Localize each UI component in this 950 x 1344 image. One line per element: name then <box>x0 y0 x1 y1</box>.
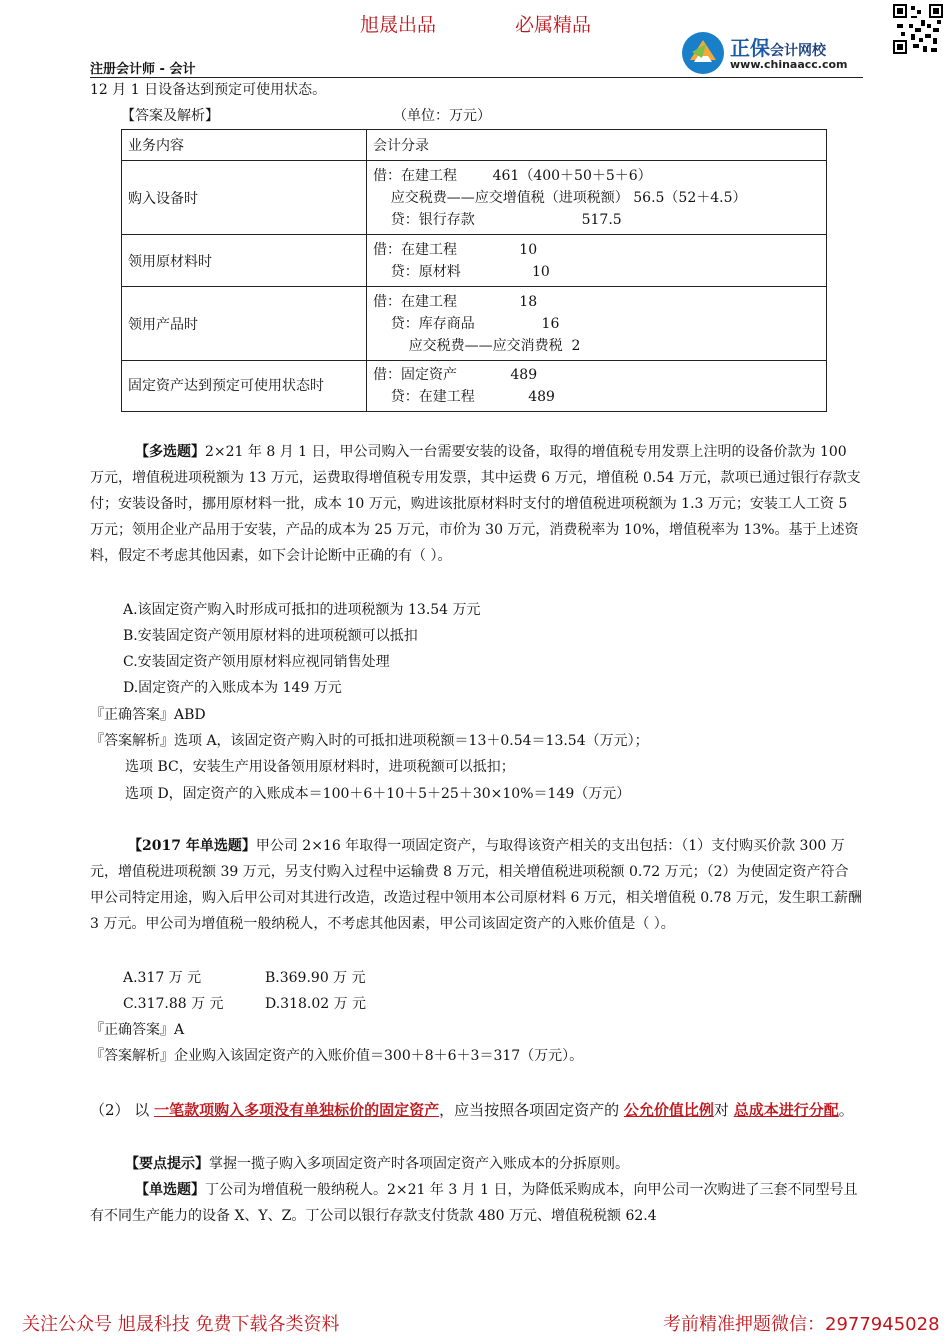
table-cell-entry <box>367 361 827 412</box>
section-2-text <box>90 1097 862 1123</box>
table-header-cell: 业务内容 <box>122 130 367 161</box>
entry-line: 借：在建工程 18 <box>373 293 538 310</box>
q1-text: 2×21 年 8 月 1 日，甲公司购入一台需要安装的设备，取得的增值税专用发票上注明的设备价款为 100 万元，增值税进项税额为 13 万元，运费取得增值税专用发票，其中运费 6 万元，增值税 0.54 万元，款项已通过银行存款支付；安装设备时，挪用原材料一批，成本 10 万元，购进该批原材料时支付的增值税进项税额为 1.3 万元；安装工人工资 5 万元；领用企业产品用于安装，产品的成本为 25 万元，市价为 30 万元，消费税率为 10%，增值税率为 13%。基于上述资料，假定不考虑其他因素，如下会计论断中正确的有（ ）。 <box>90 444 861 564</box>
q2-stem <box>90 833 862 937</box>
entry-line: 贷：库存商品 16 <box>373 315 560 332</box>
entry-line: 借：在建工程 10 <box>373 241 538 258</box>
highlight-term: 公允价值比例 <box>623 1101 714 1119</box>
q2-tag: 【2017 年单选题】 <box>128 838 256 854</box>
entry-line: 应交税费——应交增值税（进项税额） 56.5（52＋4.5） <box>373 189 747 206</box>
intro-line: 12 月 1 日设备达到预定可使用状态。 <box>90 82 327 98</box>
qr-code-icon <box>893 4 943 54</box>
tip-line <box>125 1155 629 1173</box>
table-row <box>122 161 827 235</box>
table-cell-entry <box>367 287 827 361</box>
table-cell-item: 固定资产达到预定可使用状态时 <box>122 361 367 412</box>
entry-line: 贷：在建工程 489 <box>373 389 555 405</box>
q2-option-a: A.317 万 元 <box>123 970 202 986</box>
q2-option-d: D.318.02 万 元 <box>265 996 367 1012</box>
table-header-cell: 会计分录 <box>367 130 827 161</box>
brand-logo-block[interactable] <box>680 30 870 78</box>
q1-option-d: D.固定资产的入账成本为 149 万元 <box>123 680 342 696</box>
q1-stem <box>90 439 862 569</box>
journal-entry-table <box>121 129 827 412</box>
answer-label: 【答案及解析】 <box>121 108 219 124</box>
section-2-end: 。 <box>838 1101 854 1119</box>
q1-option-a: A.该固定资产购入时形成可抵扣的进项税额为 13.54 万元 <box>123 602 481 618</box>
q2-text: 甲公司 2×16 年取得一项固定资产，与取得该资产相关的支出包括：（1）支付购买价款 300 万元，增值税进项税额 39 万元，另支付购入过程中运输费 8 万元，相关增值税进项税额 0.72 万元；（2）为使固定资产符合甲公司特定用途，购入后甲公司对其进行改造，改造过程中领用本公司原材料 6 万元，相关增值税 0.78 万元，发生职工薪酬 3 万元。甲公司为增值税一般纳税人，不考虑其他因素，甲公司该固定资产的入账价值是（ ）。 <box>90 838 862 932</box>
header-slogan-left: 旭晟出品 <box>360 14 437 36</box>
q1-analysis: 『答案解析』选项 A，该固定资产购入时的可抵扣进项税额＝13＋0.54＝13.54（万元）； <box>90 733 649 749</box>
header-slogan-right: 必属精品 <box>515 14 592 36</box>
brand-url: www.chinaacc.com <box>730 58 848 71</box>
table-row <box>122 235 827 287</box>
table-cell-item: 领用原材料时 <box>122 235 367 287</box>
q3-stem <box>90 1177 862 1229</box>
table-cell-entry <box>367 161 827 235</box>
table-row <box>122 361 827 412</box>
footer-left-promo: 关注公众号 旭晟科技 免费下载各类资料 <box>22 1314 340 1335</box>
brand-name: 正保会计网校 <box>730 36 826 60</box>
q2-analysis: 『答案解析』企业购入该固定资产的入账价值＝300＋8＋6＋3＝317（万元）。 <box>90 1048 584 1064</box>
q3-text: 丁公司为增值税一般纳税人。2×21 年 3 月 1 日，为降低采购成本，向甲公司一次购进了三套不同型号且有不同生产能力的设备 X、Y、Z。丁公司以银行存款支付货款 480 万元、增值税税额 62.4 <box>90 1182 858 1224</box>
table-header-row <box>122 130 827 161</box>
tip-text: 掌握一揽子购入多项固定资产时各项固定资产入账成本的分拆原则。 <box>209 1156 629 1172</box>
subject-title: 注册会计师 - 会计 <box>90 62 196 77</box>
table-cell-item: 购入设备时 <box>122 161 367 235</box>
brand-emblem-icon <box>680 30 726 76</box>
section-2-prefix: （2） 以 <box>90 1101 150 1119</box>
q1-option-b: B.安装固定资产领用原材料的进项税额可以抵扣 <box>123 628 418 644</box>
q1-option-c: C.安装固定资产领用原材料应视同销售处理 <box>123 654 390 670</box>
entry-line: 应交税费——应交消费税 2 <box>373 337 581 354</box>
highlight-term: 总成本进行分配 <box>733 1101 839 1119</box>
unit-label: （单位：万元） <box>393 108 491 124</box>
section-2-mid: ，应当按照各项固定资产的 <box>439 1101 620 1119</box>
q1-analysis: 选项 BC，安装生产用设备领用原材料时，进项税额可以抵扣； <box>125 759 515 775</box>
q2-option-c: C.317.88 万 元 <box>123 996 224 1012</box>
q3-tag: 【单选题】 <box>135 1182 205 1198</box>
footer-right-promo: 考前精准押题微信：2977945028 <box>663 1314 940 1335</box>
header-divider <box>90 77 863 78</box>
q1-answer: 『正确答案』ABD <box>90 707 206 723</box>
tip-tag: 【要点提示】 <box>125 1156 209 1172</box>
highlight-term: 一笔款项购入多项没有单独标价的固定资产 <box>154 1101 440 1119</box>
entry-line: 贷：银行存款 517.5 <box>373 211 622 228</box>
section-2-mid2: 对 <box>713 1101 729 1119</box>
q2-option-b: B.369.90 万 元 <box>265 970 366 986</box>
table-cell-entry <box>367 235 827 287</box>
q1-tag: 【多选题】 <box>135 444 205 460</box>
entry-line: 贷：原材料 10 <box>373 263 550 280</box>
entry-line: 借：在建工程 461（400＋50＋5＋6） <box>373 167 652 184</box>
table-cell-item: 领用产品时 <box>122 287 367 361</box>
q2-answer: 『正确答案』A <box>90 1022 185 1038</box>
entry-line: 借：固定资产 489 <box>373 367 538 383</box>
table-row <box>122 287 827 361</box>
q1-analysis: 选项 D，固定资产的入账成本＝100＋6＋10＋5＋25＋30×10%＝149（万元） <box>125 786 631 802</box>
